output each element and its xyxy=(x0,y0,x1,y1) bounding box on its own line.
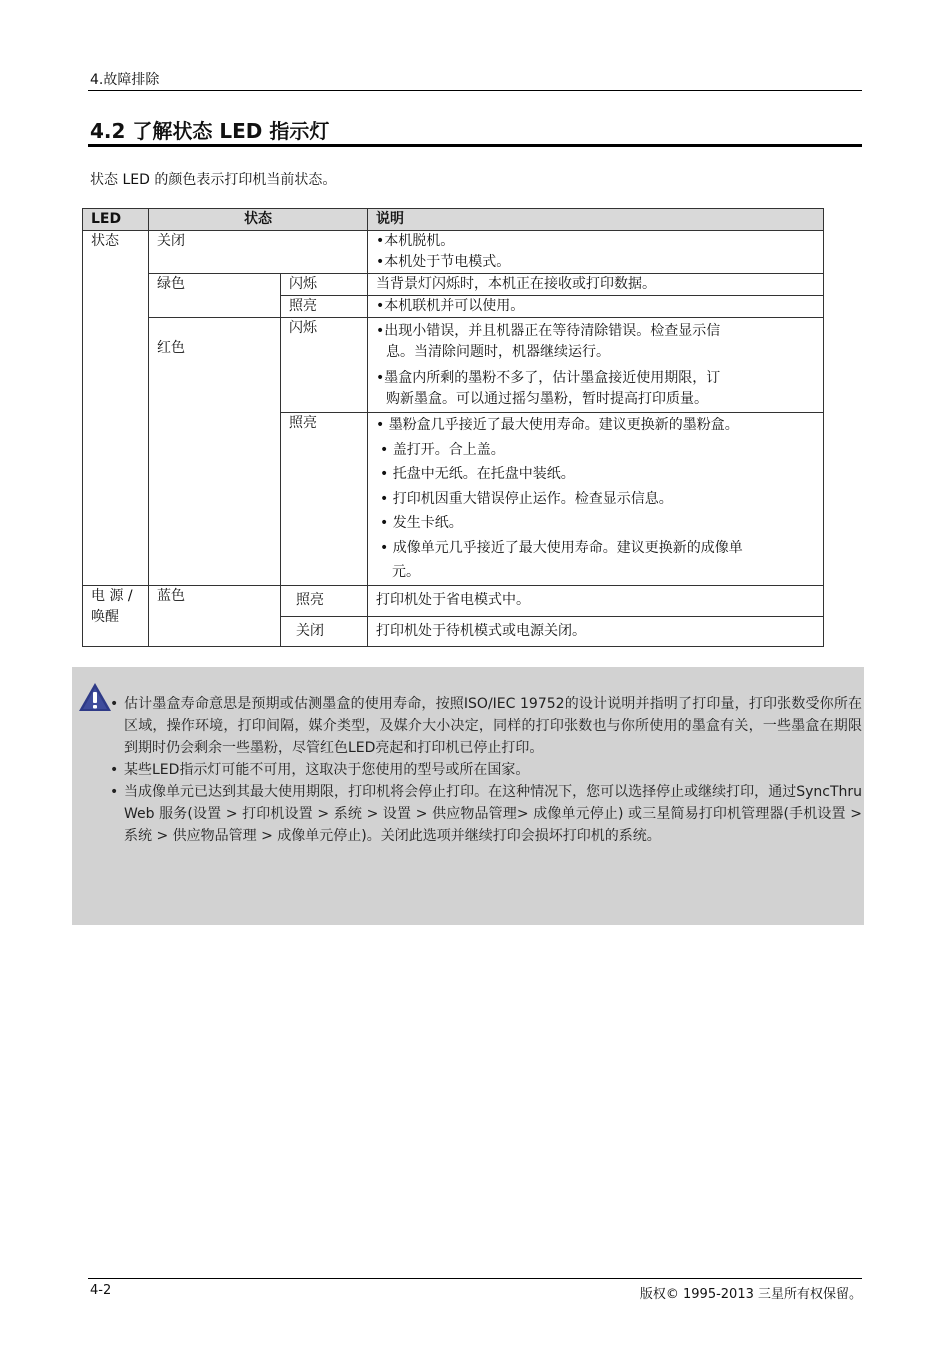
bullet-icon: • xyxy=(110,784,119,800)
mode-green-on: 照亮 xyxy=(281,296,368,318)
table-row xyxy=(83,274,824,296)
color-green: 绿色 xyxy=(149,274,281,318)
header-divider xyxy=(88,90,862,91)
header-description: 说明 xyxy=(368,209,824,231)
led-power-label: 电 源 / 唤醒 xyxy=(83,585,149,646)
mode-blue-off: 关闭 xyxy=(281,616,368,646)
warning-triangle-icon xyxy=(78,682,112,712)
desc-red-blink: •出现小错误，并且机器正在等待清除错误。检查显示信 息。当清除问题时，机器继续运行。 •墨盒内所剩的墨粉不多了，估计墨盒接近使用期限，订 购新墨盒。可以通过摇匀墨粉，暂时提高打印质量。 xyxy=(368,318,824,413)
state-off: 关闭 xyxy=(149,231,368,274)
mode-green-blink: 闪烁 xyxy=(281,274,368,296)
mode-red-on: 照亮 xyxy=(281,413,368,586)
intro-text: 状态 LED 的颜色表示打印机当前状态。 xyxy=(90,172,337,188)
bullet-icon: • xyxy=(110,696,119,712)
page-number: 4-2 xyxy=(90,1283,112,1298)
desc-off: •本机脱机。 •本机处于节电模式。 xyxy=(368,231,824,274)
note-item: • 当成像单元已达到其最大使用期限，打印机将会停止打印。在这种情况下，您可以选择停止或继续打印，通过SyncThru Web 服务(设置 > 打印机设置 > 系统 > 设置 > 供应物品管理> 成像单元停止) 或三星简易打印机管理器(手机设置 > 系统 > 供应物品管理 > 成像单元停止)。关闭此选项并继续打印会损坏打印机的系统。 xyxy=(110,781,862,847)
mode-blue-on: 照亮 xyxy=(281,585,368,616)
note-list xyxy=(110,693,862,847)
table-header-row xyxy=(83,209,824,231)
mode-red-blink: 闪烁 xyxy=(281,318,368,413)
table-row xyxy=(83,231,824,274)
header-led: LED xyxy=(83,209,149,231)
header-status: 状态 xyxy=(149,209,368,231)
page-title: 4.2 了解状态 LED 指示灯 xyxy=(90,119,330,143)
desc-green-blink: 当背景灯闪烁时，本机正在接收或打印数据。 xyxy=(368,274,824,296)
color-red: 红色 xyxy=(149,318,281,586)
color-blue: 蓝色 xyxy=(149,585,281,646)
desc-blue-on: 打印机处于省电模式中。 xyxy=(368,585,824,616)
table-row xyxy=(83,318,824,413)
desc-green-on: •本机联机并可以使用。 xyxy=(368,296,824,318)
title-divider xyxy=(88,144,862,147)
copyright-text: 版权© 1995-2013 三星所有权保留。 xyxy=(639,1287,862,1302)
led-status-label: 状态 xyxy=(83,231,149,586)
note-item: • 估计墨盒寿命意思是预期或估测墨盒的使用寿命，按照ISO/IEC 19752的设计说明并指明了打印量，打印张数受你所在区域，操作环境，打印间隔，媒介类型，及媒介大小决定，同样的打印张数也与你所使用的墨盒有关，一些墨盒在期限到期时仍会剩余一些墨粉，尽管红色LED亮起和打印机已停止打印。 xyxy=(110,693,862,759)
footer-divider xyxy=(88,1278,862,1279)
led-status-table xyxy=(82,208,824,647)
desc-red-on: • 墨粉盒几乎接近了最大使用寿命。建议更换新的墨粉盒。 • 盖打开。合上盖。 • 托盘中无纸。在托盘中装纸。 • 打印机因重大错误停止运作。检查显示信息。 • 发生卡纸。 • 成像单元几乎接近了最大使用寿命。建议更换新的成像单 元。 xyxy=(368,413,824,586)
chapter-header: 4.故障排除 xyxy=(90,72,160,88)
note-item: • 某些LED指示灯可能不可用，这取决于您使用的型号或所在国家。 xyxy=(110,759,862,781)
bullet-icon: • xyxy=(110,762,119,778)
desc-blue-off: 打印机处于待机模式或电源关闭。 xyxy=(368,616,824,646)
table-row xyxy=(83,585,824,616)
